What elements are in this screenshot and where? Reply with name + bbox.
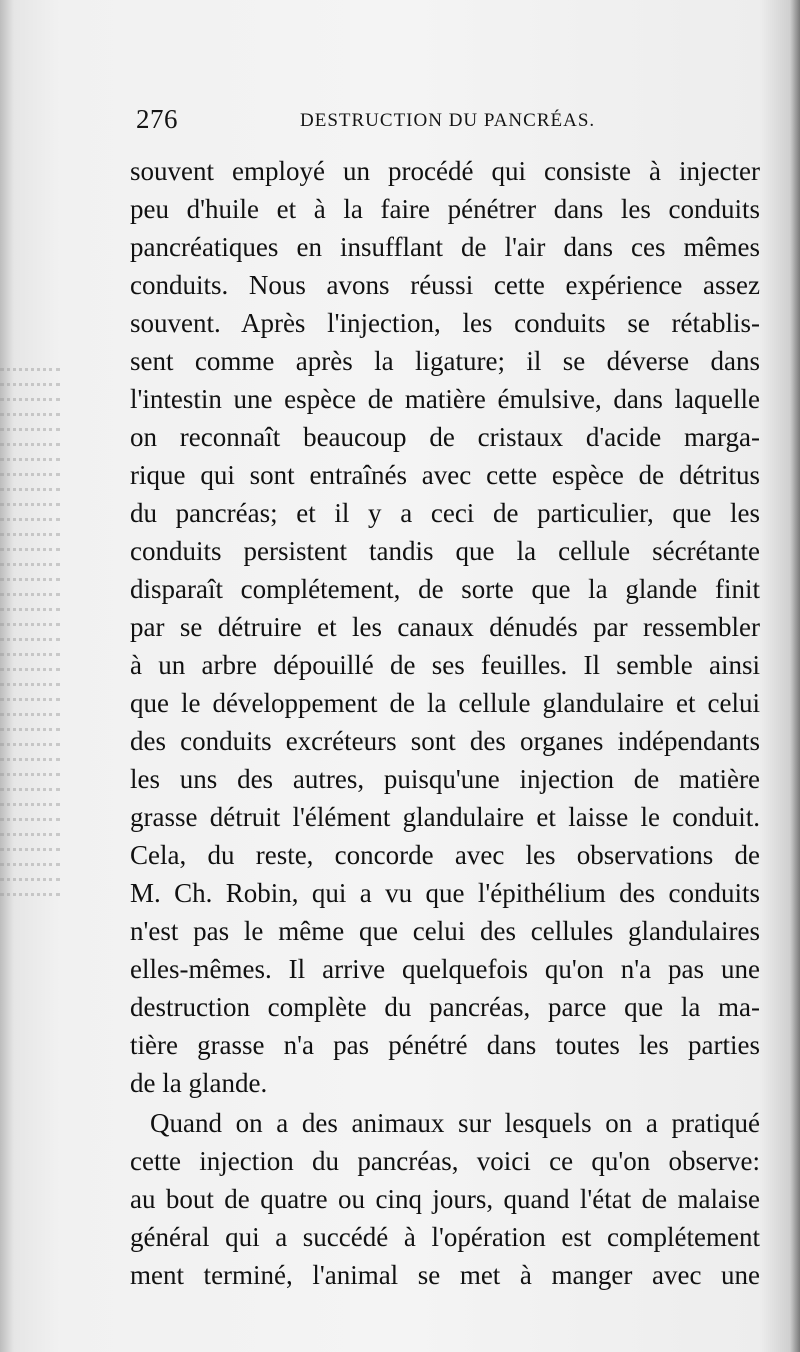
text-line: au bout de quatre ou cinq jours, quand l'état de malaise [130, 1184, 760, 1214]
text-line: cette injection du pancréas, voici ce qu'on observe: [130, 1146, 760, 1176]
show-through-dots [0, 360, 60, 870]
text-line: à un arbre dépouillé de ses feuilles. Il semble ainsi [130, 650, 760, 680]
page-header [132, 104, 756, 138]
text-line: sent comme après la ligature; il se déverse dans [130, 346, 760, 376]
text-line: conduits persistent tandis que la cellule sécrétante [130, 536, 760, 566]
text-line: par se détruire et les canaux dénudés par ressembler [130, 612, 760, 642]
page-number: 276 [136, 104, 178, 134]
text-line: souvent. Après l'injection, les conduits se rétablis- [130, 308, 760, 338]
text-line: Cela, du reste, concorde avec les observations de [130, 840, 760, 870]
text-line: ment terminé, l'animal se met à manger avec une [130, 1260, 760, 1290]
text-line: peu d'huile et à la faire pénétrer dans les conduits [130, 194, 760, 224]
text-line: rique qui sont entraînés avec cette espèce de détritus [130, 460, 760, 490]
running-head: DESTRUCTION DU PANCRÉAS. [300, 110, 596, 131]
text-line: Quand on a des animaux sur lesquels on a pratiqué [150, 1108, 760, 1138]
text-line: souvent employé un procédé qui consiste à injecter [130, 156, 760, 186]
text-line: du pancréas; et il y a ceci de particulier, que les [130, 498, 760, 528]
text-line: l'intestin une espèce de matière émulsive, dans laquelle [130, 384, 760, 414]
text-line: n'est pas le même que celui des cellules glandulaires [130, 916, 760, 946]
text-line: on reconnaît beaucoup de cristaux d'acide marga- [130, 422, 760, 452]
text-line: conduits. Nous avons réussi cette expérience assez [130, 270, 760, 300]
text-line: tière grasse n'a pas pénétré dans toutes les parties [130, 1030, 760, 1060]
text-line: destruction complète du pancréas, parce que la ma- [130, 992, 760, 1022]
text-line: que le développement de la cellule glandulaire et celui [130, 688, 760, 718]
text-line: les uns des autres, puisqu'une injection de matière [130, 764, 760, 794]
text-line: des conduits excréteurs sont des organes indépendants [130, 726, 760, 756]
text-line: de la glande. [130, 1068, 268, 1098]
text-line: pancréatiques en insufflant de l'air dans ces mêmes [130, 232, 760, 262]
text-line: grasse détruit l'élément glandulaire et laisse le conduit. [130, 802, 760, 832]
text-line: elles-mêmes. Il arrive quelquefois qu'on n'a pas une [130, 954, 760, 984]
text-line: M. Ch. Robin, qui a vu que l'épithélium des conduits [130, 878, 760, 908]
text-line: disparaît complétement, de sorte que la glande finit [130, 574, 760, 604]
text-line: général qui a succédé à l'opération est complétement [130, 1222, 760, 1252]
